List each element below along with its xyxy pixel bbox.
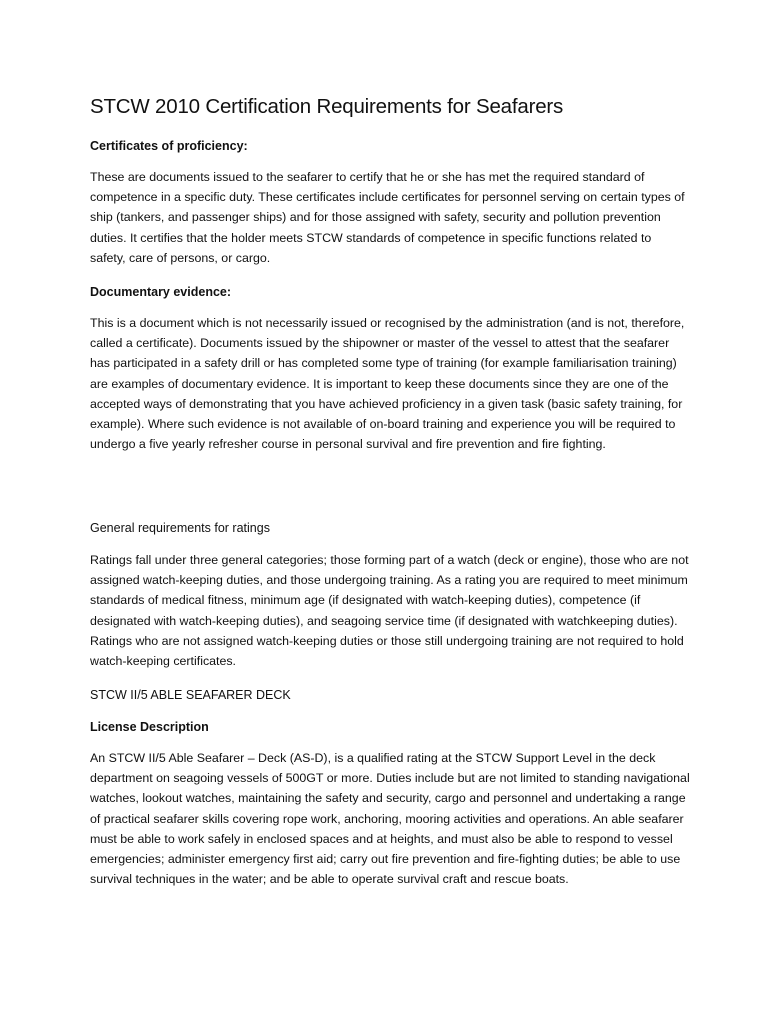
section-body-general-requirements-for-ratings: Ratings fall under three general categories; those forming part of a watch (deck or engine), those who are not assigned watch-keeping duties, and those undergoing training. As a rating you are required to meet minimum standards of medical fitness, minimum age (if designated with watch-keeping duties), competence (if designated with watch-keeping duties), and seagoing service time (if designated with watchkeeping duties). Ratings who are not assigned watch-keeping duties or those still undergoing training are not required to hold watch-keeping certificates. [90, 553, 689, 669]
section-body-documentary-evidence: This is a document which is not necessarily issued or recognised by the administration (and is not, therefore, called a certificate). Documents issued by the shipowner or master of the vessel to attest that the seafarer has participated in a safety drill or has completed some type of training (for example familiarisation training) are examples of documentary evidence. It is important to keep these documents since they are one of the accepted ways of demonstrating that you have achieved proficiency in a given task (basic safety training, for example). Where such evidence is not available of on-board training and experience you will be required to undergo a five yearly refresher course in personal survival and fire prevention and fire fighting. [90, 316, 685, 452]
section-body-certificates-of-proficiency: These are documents issued to the seafarer to certify that he or she has met the required standard of competence in a specific duty. These certificates include certificates for personnel serving on certain types of ship (tankers, and passenger ships) and for those assigned with safety, security and pollution prevention duties. It certifies that the holder meets STCW standards of competence in specific functions related to safety, care of persons, or cargo. [90, 170, 685, 265]
section-heading-certificates-of-proficiency: Certificates of proficiency: [90, 139, 248, 153]
section-heading-stcw-able-seafarer-deck: STCW II/5 ABLE SEAFARER DECK [90, 688, 291, 702]
document-title: STCW 2010 Certification Requirements for Seafarers [90, 95, 564, 118]
section-heading-general-requirements-for-ratings: General requirements for ratings [90, 521, 270, 535]
section-body-license-description: An STCW II/5 Able Seafarer – Deck (AS-D), is a qualified rating at the STCW Support Level in the deck department on seagoing vessels of 500GT or more. Duties include but are not limited to standing navigational watches, lookout watches, maintaining the safety and security, cargo and personnel and undertaking a range of practical seafarer skills covering rope work, anchoring, mooring activities and operations. An able seafarer must be able to work safely in enclosed spaces and at heights, and must also be able to respond to vessel emergencies; administer emergency first aid; carry out fire prevention and fire-fighting duties; be able to use survival techniques in the water; and be able to operate survival craft and rescue boats. [90, 751, 690, 887]
section-heading-documentary-evidence: Documentary evidence: [90, 285, 232, 299]
section-heading-license-description: License Description [90, 720, 209, 734]
